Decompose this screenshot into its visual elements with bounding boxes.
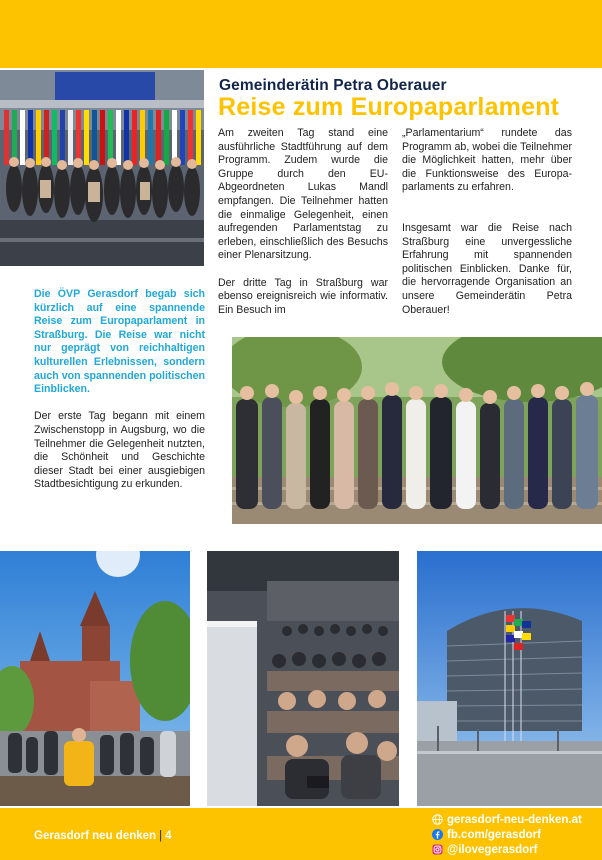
article-column-left (34, 288, 205, 506)
facebook-icon (432, 829, 443, 840)
article-column-middle (218, 127, 388, 331)
photo-european-parliament-building (417, 551, 602, 806)
instagram-icon (432, 844, 443, 855)
header-band (0, 0, 602, 68)
paragraph-parlamentarium: „Parlamentarium“ rundete das Programm ab, wobei die Teilnehmer die Möglichkeit hatten, mehr über die Funktionsweise des Europa-parlaments zu erfahren. (402, 127, 572, 194)
article-lead: Die ÖVP Gerasdorf begab sich kürzlich auf eine spannende Reise zum Europaparlament in Straßburg. Die Reise war nicht nur geprägt von reichhaltigen kulturellen Erlebnissen, sondern auch von spannenden politischen Einblicken. (34, 288, 205, 396)
footer-brand (34, 830, 171, 842)
paragraph-summary: Insgesamt war die Reise nach Straßburg eine unvergessliche Erfahrung mit spannenden politischen Einblicken. Danke für, die hervorragende Organisation an unsere Gemeinderätin Petra Oberauer! (402, 221, 572, 316)
article-subtitle: Gemeinderätin Petra Oberauer (219, 77, 447, 94)
photo-plenary-session (207, 551, 399, 806)
website-link[interactable] (432, 812, 582, 827)
article-headline: Reise zum Europaparlament (218, 93, 560, 121)
facebook-link-text: fb.com/gerasdorf (447, 828, 541, 841)
facebook-link[interactable] (432, 827, 582, 842)
group-photo-terrace (232, 337, 602, 524)
page-number: 4 (165, 830, 172, 842)
paragraph-third-day: Der dritte Tag in Straßburg war ebenso ereignisreich wie informativ. Ein Besuch im (218, 276, 388, 316)
photo-augsburg-church (0, 551, 190, 806)
footer-brand-name: Gerasdorf neu denken (34, 830, 157, 842)
paragraph-first-day: Der erste Tag begann mit einem Zwischenstopp in Augsburg, wo die Teilnehmer die Gelegenheit nutzten, die Schönheit und Geschichte dieser Stadt bei einer ausgiebigen Stadtbesichtigung zu erkunden. (34, 410, 205, 491)
footer-separator: | (159, 830, 163, 842)
footer-links (432, 812, 582, 857)
group-photo-parliament-hall (0, 70, 204, 266)
website-link-text: gerasdorf-neu-denken.at (447, 813, 582, 826)
instagram-link[interactable] (432, 842, 582, 857)
instagram-link-text: @ilovegerasdorf (447, 843, 538, 856)
globe-icon (432, 814, 443, 825)
article-column-right (402, 127, 572, 331)
paragraph-second-day: Am zweiten Tag stand eine ausführliche Stadtführung auf dem Programm. Zudem wurde die Gruppe durch den EU-Abgeordneten Lukas Mandl empfangen. Die Teilnehmer hatten die einmalige Gelegenheit, einen aufregenden Parlamentstag zu erleben, einschließlich des Besuchs einer Plenarsitzung. (218, 127, 388, 262)
